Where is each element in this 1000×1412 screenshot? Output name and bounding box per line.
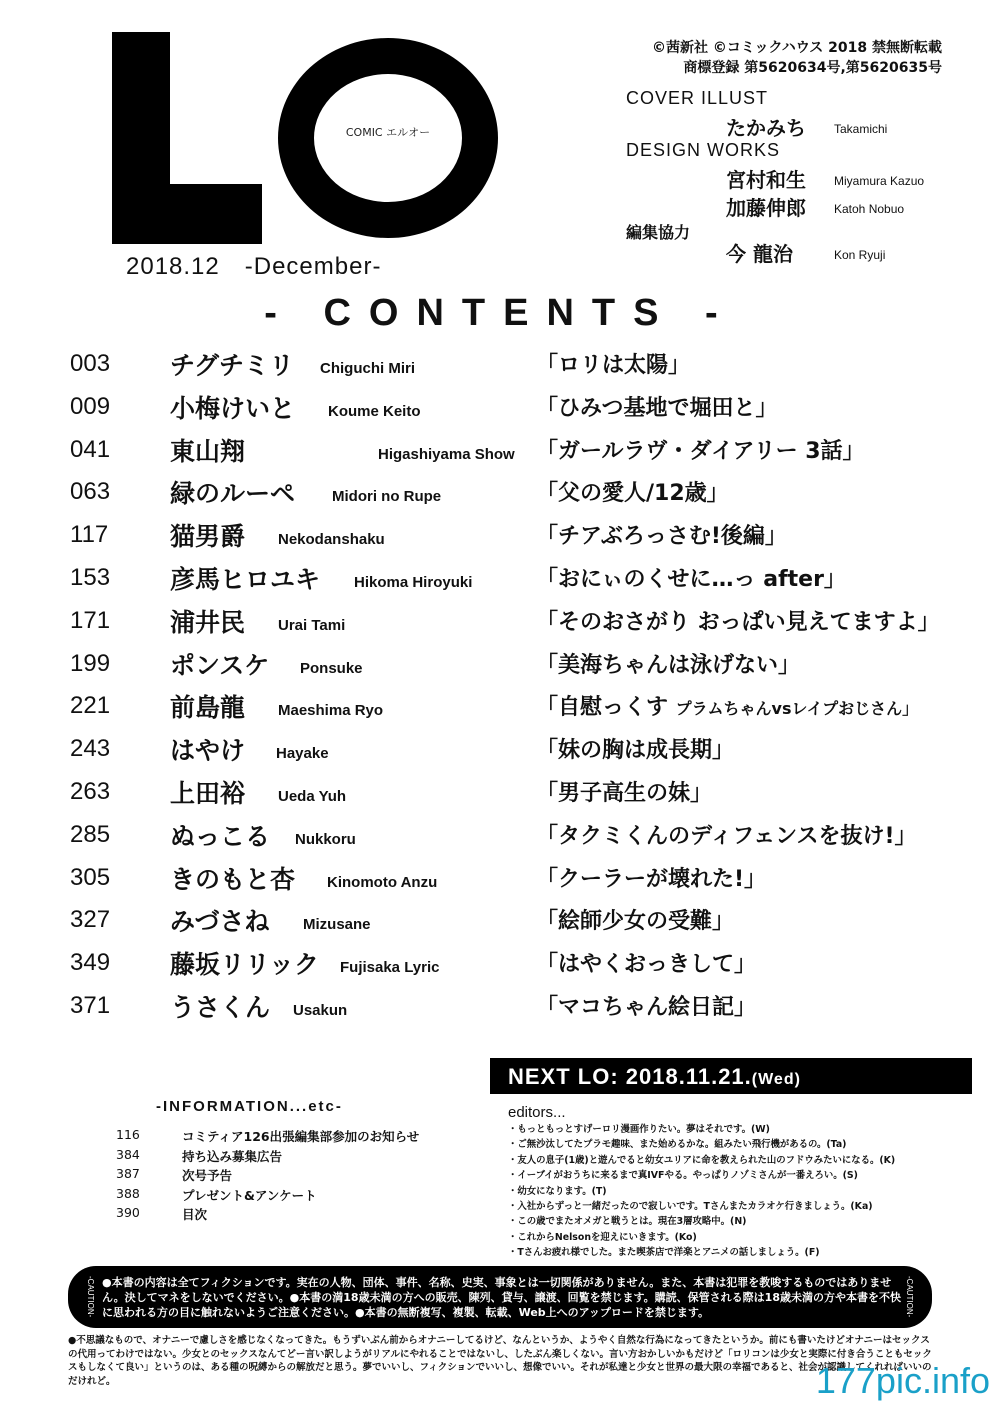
table-of-contents bbox=[70, 346, 970, 1031]
toc-story-title-main: 「そのおさがり おっぱい見えてますよ」 bbox=[536, 609, 940, 635]
credit-row bbox=[626, 112, 966, 140]
info-text: コミティア126出張編集部参加のお知らせ bbox=[182, 1129, 420, 1144]
toc-story-title-main: 「クーラーが壊れた!」 bbox=[536, 866, 767, 892]
toc-story-subtitle: プラムちゃんvsレイプおじさん」 bbox=[675, 699, 919, 719]
toc-story-title bbox=[536, 562, 846, 593]
toc-author-roman: Midori no Rupe bbox=[332, 488, 442, 506]
editor-comment: ・入社からずっと一緒だったので寂しいです。Tさんまたカラオケ行きましょう。(Ka) bbox=[508, 1201, 873, 1213]
toc-story-title-main: 「タクミくんのディフェンスを抜け!」 bbox=[536, 823, 917, 849]
toc-row bbox=[70, 817, 970, 860]
toc-story-title bbox=[536, 690, 918, 721]
toc-page-number: 263 bbox=[70, 777, 111, 805]
credit-row bbox=[626, 220, 966, 264]
info-text: 持ち込み募集広告 bbox=[182, 1148, 283, 1164]
toc-author: 上田裕 bbox=[170, 778, 246, 808]
issue-date: 2018.12 -December- bbox=[126, 253, 382, 280]
toc-author: 東山翔 bbox=[170, 436, 246, 466]
toc-row bbox=[70, 560, 970, 603]
credit-roman: Kon Ryuji bbox=[834, 248, 886, 262]
credit-name: たかみち bbox=[726, 116, 806, 140]
toc-story-title-main: 「妹の胸は成長期」 bbox=[536, 738, 735, 764]
toc-story-title bbox=[536, 648, 800, 679]
toc-story-title bbox=[536, 819, 917, 850]
toc-page-number: 153 bbox=[70, 563, 111, 591]
editor-comment: ・Tさんお疲れ様でした。また喫茶店で洋楽とアニメの話しましょう。(F) bbox=[508, 1247, 820, 1259]
toc-author-roman: Fujisaka Lyric bbox=[340, 959, 440, 977]
toc-author: 緑のルーペ bbox=[170, 479, 296, 509]
information-title: -INFORMATION...etc- bbox=[156, 1098, 343, 1115]
toc-author-roman: Koume Keito bbox=[328, 402, 421, 420]
edit-support-label: 編集協力 bbox=[626, 223, 691, 242]
editor-comment: ・これからNelsonを迎えにいきます。(Ko) bbox=[508, 1231, 697, 1243]
caution-box bbox=[68, 1266, 932, 1328]
toc-author: 猫男爵 bbox=[170, 522, 246, 552]
toc-author-roman: Higashiyama Show bbox=[378, 445, 515, 463]
watermark: 177pic.info bbox=[815, 1360, 990, 1401]
toc-row bbox=[70, 902, 970, 945]
info-page-number: 390 bbox=[116, 1205, 140, 1220]
info-page-number: 384 bbox=[116, 1146, 140, 1162]
toc-author-roman: Mizusane bbox=[303, 916, 371, 934]
toc-row bbox=[70, 731, 970, 774]
toc-story-title-main: 「美海ちゃんは泳げない」 bbox=[536, 652, 801, 678]
toc-author-roman: Nukkoru bbox=[295, 830, 356, 848]
editor-comment: ・友人の息子(1歳)と遊んでると幼女ユリアに命を教えられた山のフドウみたいになる。(K) bbox=[508, 1154, 896, 1166]
toc-author-roman: Hikoma Hiroyuki bbox=[354, 573, 473, 591]
copyright-block bbox=[652, 38, 942, 78]
toc-story-title bbox=[536, 476, 729, 507]
toc-story-title-main: 「ガールラヴ・ダイアリー 3話」 bbox=[536, 438, 865, 464]
toc-story-title-main: 「マコちゃん絵日記」 bbox=[536, 994, 757, 1020]
toc-row bbox=[70, 603, 970, 646]
toc-page-number: 305 bbox=[70, 863, 111, 891]
credit-row bbox=[626, 164, 966, 192]
toc-author-roman: Kinomoto Anzu bbox=[327, 873, 438, 891]
toc-row bbox=[70, 474, 970, 517]
toc-author: 藤坂リリック bbox=[170, 950, 320, 980]
editors-comments bbox=[508, 1122, 978, 1261]
toc-author: 前島龍 bbox=[170, 693, 246, 723]
toc-page-number: 003 bbox=[70, 350, 111, 377]
credit-row bbox=[626, 192, 966, 220]
editor-comment: ・イーブイがおうちに来るまで真IVFやる。やっぱりノゾミさんが一番えろい。(S) bbox=[508, 1170, 858, 1182]
toc-page-number: 349 bbox=[70, 949, 111, 977]
toc-row bbox=[70, 945, 970, 988]
toc-story-title bbox=[536, 733, 734, 764]
toc-row bbox=[70, 988, 970, 1031]
toc-row bbox=[70, 688, 970, 731]
info-text: 次号予告 bbox=[182, 1168, 233, 1183]
toc-author: ポンスケ bbox=[170, 650, 270, 680]
toc-author-roman: Maeshima Ryo bbox=[278, 702, 384, 720]
toc-row bbox=[70, 774, 970, 817]
toc-author: みづさね bbox=[170, 907, 270, 937]
toc-story-title-main: 「はやくおっきして」 bbox=[536, 952, 757, 978]
toc-story-title bbox=[536, 519, 787, 550]
toc-page-number: 327 bbox=[70, 906, 111, 934]
toc-story-title-main: 「チアぶろっさむ!後編」 bbox=[536, 524, 787, 550]
toc-page-number: 063 bbox=[70, 478, 111, 506]
toc-row bbox=[70, 389, 970, 432]
toc-author: はやけ bbox=[170, 736, 246, 766]
caution-label-right: -CAUTION- bbox=[905, 1276, 914, 1318]
info-text: 目次 bbox=[182, 1207, 208, 1222]
toc-story-title bbox=[536, 605, 940, 636]
toc-author: 小梅けいと bbox=[170, 393, 296, 423]
caution-label-left: -CAUTION- bbox=[86, 1276, 95, 1318]
toc-author-roman: Ueda Yuh bbox=[278, 787, 347, 805]
toc-row bbox=[70, 860, 970, 903]
toc-story-title bbox=[536, 990, 756, 1021]
info-page-number: 387 bbox=[116, 1166, 140, 1181]
contents-title: - CONTENTS - bbox=[264, 292, 736, 334]
info-page-number: 388 bbox=[116, 1185, 140, 1201]
toc-story-title-main: 「男子高生の妹」 bbox=[536, 780, 713, 806]
editors-title: editors... bbox=[508, 1104, 566, 1121]
toc-row bbox=[70, 646, 970, 689]
toc-story-title bbox=[536, 947, 756, 978]
toc-page-number: 243 bbox=[70, 735, 111, 763]
toc-page-number: 199 bbox=[70, 649, 111, 677]
toc-story-title-main: 「ひみつ基地で堀田と」 bbox=[536, 395, 778, 421]
toc-page-number: 371 bbox=[70, 991, 111, 1019]
editor-note: ●不思議なもので、オナニーで慮しさを感じなくなってきた。もうずいぶん前からオナニーしてるけど、なんというか、ようやく自然な行為になってきたというか。前にも書いたけどオナニーはセックスの代用ってわけではない。少女とのセックスなんてどー言い訳しようがリアルにやれることではないし、したぶん楽しくない。言い方おかしいかもだけど「ロリコンは少女と実際に付き合うこともセックスもしなくて良い」というのは、ある種の呪縛からの解放だと思う。夢でいいし、フィクションでいいし、想像でいい。それが私達と少女と世界の最大限の幸福であると、社会が認識してくれればいいのだけれど。 bbox=[68, 1335, 932, 1387]
credit-roman: Katoh Nobuo bbox=[834, 202, 905, 216]
credit-name: 加藤伸郎 bbox=[726, 196, 806, 220]
toc-author: きのもと杏 bbox=[170, 864, 296, 894]
toc-page-number: 041 bbox=[70, 435, 111, 463]
toc-page-number: 285 bbox=[70, 820, 111, 848]
credits bbox=[626, 88, 966, 264]
toc-author-roman: Urai Tami bbox=[278, 616, 346, 634]
toc-story-title bbox=[536, 862, 766, 893]
editor-comment: ・幼女になります。(T) bbox=[508, 1185, 607, 1197]
toc-story-title bbox=[536, 348, 690, 379]
toc-page-number: 009 bbox=[70, 392, 111, 420]
toc-author: ぬっこる bbox=[170, 821, 271, 851]
toc-story-title-main: 「絵師少女の受難」 bbox=[536, 909, 735, 935]
toc-page-number: 117 bbox=[70, 521, 109, 549]
next-issue-date: NEXT LO: 2018.11.21. bbox=[508, 1064, 752, 1089]
credit-roman: Miyamura Kazuo bbox=[834, 174, 925, 188]
next-issue-weekday: (Wed) bbox=[751, 1071, 801, 1088]
toc-author-roman: Hayake bbox=[276, 745, 329, 763]
toc-story-title-main: 「父の愛人/12歳」 bbox=[536, 481, 729, 507]
toc-author-roman: Chiguchi Miri bbox=[320, 360, 415, 377]
toc-page-number: 171 bbox=[70, 606, 111, 634]
credit-roman: Takamichi bbox=[834, 122, 888, 136]
toc-author-roman: Ponsuke bbox=[300, 659, 363, 677]
toc-story-title bbox=[536, 434, 865, 465]
toc-story-title bbox=[536, 776, 712, 807]
credit-name: 宮村和生 bbox=[726, 168, 806, 192]
editor-comment: ・ご無沙汰してたプラモ趣味、また始めるかな。組みたい飛行機があるの。(Ta) bbox=[508, 1139, 847, 1151]
toc-story-title bbox=[536, 391, 778, 422]
toc-author-roman: Nekodanshaku bbox=[278, 531, 385, 549]
cover-illust-heading: COVER ILLUST bbox=[626, 88, 769, 108]
editor-comment: ・この歳でまたオメガと戦うとは。現在3層攻略中。(N) bbox=[508, 1216, 747, 1228]
trademark-line: 商標登録 第5620634号,第5620635号 bbox=[683, 60, 942, 76]
toc-author: 浦井民 bbox=[170, 607, 246, 637]
toc-story-title-main: 「ロリは太陽」 bbox=[536, 353, 691, 378]
logo-l-horizontal bbox=[112, 184, 262, 244]
toc-story-title-main: 「自慰っくす bbox=[536, 695, 676, 721]
toc-story-title-main: 「おにぃのくせに…っ after」 bbox=[536, 566, 846, 592]
info-text: プレゼント&アンケート bbox=[182, 1187, 317, 1203]
lo-logo bbox=[112, 32, 452, 247]
toc-row bbox=[70, 346, 970, 389]
credit-name: 今 龍治 bbox=[726, 242, 793, 266]
logo-subtitle: COMIC エルオー bbox=[345, 126, 431, 139]
design-works-heading: DESIGN WORKS bbox=[626, 140, 781, 160]
toc-story-title bbox=[536, 904, 734, 935]
toc-page-number: 221 bbox=[70, 692, 111, 720]
info-page-number: 116 bbox=[116, 1127, 140, 1142]
toc-author: 彦馬ヒロユキ bbox=[170, 564, 321, 594]
copyright-line: ©茜新社 ©コミックハウス 2018 禁無断転載 bbox=[651, 40, 942, 56]
next-issue-banner bbox=[490, 1058, 972, 1094]
toc-row bbox=[70, 517, 970, 560]
toc-row bbox=[70, 432, 970, 475]
toc-author: チグチミリ bbox=[170, 351, 295, 380]
caution-text: ●本書の内容は全てフィクションです。実在の人物、団体、事件、名称、史実、事象とは一切関係がありません。また、本書は犯罪を教唆するものではありません。決してマネをしないでください。●本書の満18歳未満の方への販売、陳列、貸与、譲渡、回覧を禁じます。購読、保管される際は18歳未満の方や本書を不快に思われる方の目に触れないようご注意ください。●本書の無断複写、複製、転載、Web上へのアップロードを禁じます。 bbox=[102, 1276, 901, 1319]
toc-author: うさくん bbox=[170, 992, 271, 1022]
editor-comment: ・もっともっとすげーロリ漫画作りたい。夢はそれです。(W) bbox=[508, 1124, 770, 1135]
toc-author-roman: Usakun bbox=[293, 1001, 348, 1019]
